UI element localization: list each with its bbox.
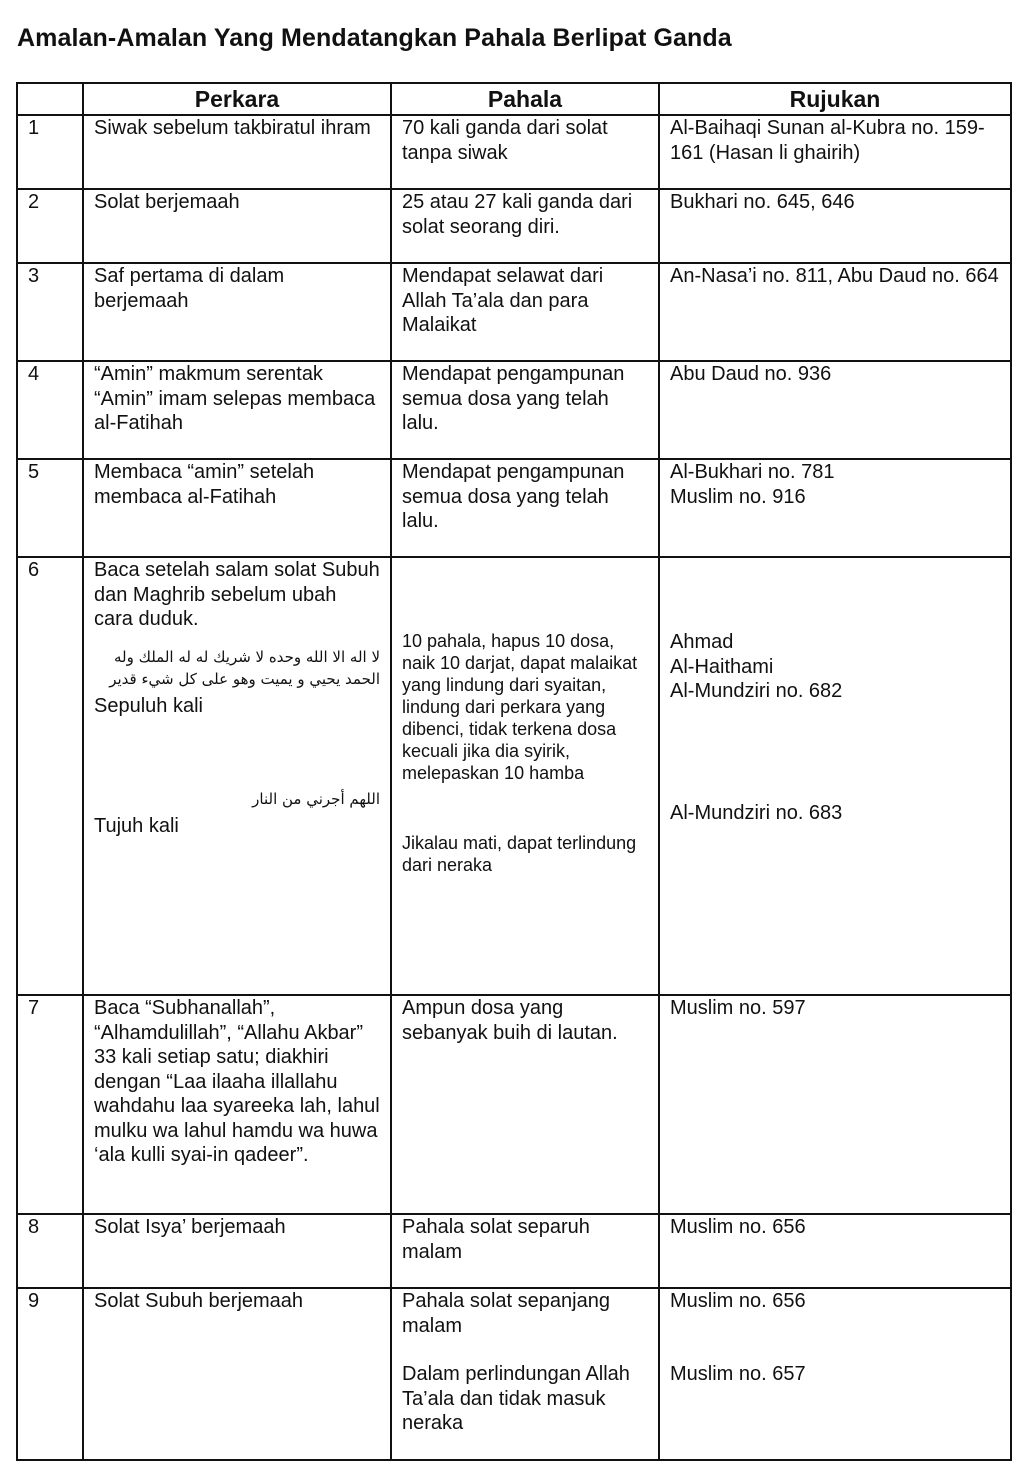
table-row [17,115,1011,189]
perkara-cell: Saf pertama di dalam berjemaah [83,263,391,361]
pahala-cell [391,1288,659,1460]
pahala-text-2: Dalam perlindungan Allah Ta’ala dan tidak masuk neraka [402,1363,630,1434]
header-pahala: Pahala [391,83,659,115]
table-header-row [17,83,1011,115]
table-row [17,361,1011,459]
pahala-text-1: 10 pahala, hapus 10 dosa, naik 10 darjat, dapat malaikat yang lindung dari syaitan, lindung dari perkara yang dibenci, tidak terkena dosa kecuali jika dia syirik, melepaskan 10 hamba [402,631,638,783]
arabic-zikir-2: اللهم أجرني من النار [252,790,380,808]
rujukan-cell: Bukhari no. 645, 646 [659,189,1011,263]
perkara-cell: Solat Isya’ berjemaah [83,1214,391,1288]
rujukan-cell: Abu Daud no. 936 [659,361,1011,459]
pahala-cell: Mendapat pengampunan semua dosa yang telah lalu. [391,459,659,557]
table-row [17,1214,1011,1288]
table-row [17,1288,1011,1460]
pahala-cell: 25 atau 27 kali ganda dari solat seorang diri. [391,189,659,263]
table-row [17,557,1011,995]
perkara-cell: “Amin” makmum serentak “Amin” imam selepas membaca al-Fatihah [83,361,391,459]
table-row [17,189,1011,263]
row-number: 6 [17,557,83,995]
repetition-count-1: Sepuluh kali [94,694,203,717]
pahala-text-1: Pahala solat sepanjang malam [402,1290,610,1337]
pahala-cell: 70 kali ganda dari solat tanpa siwak [391,115,659,189]
pahala-cell: Pahala solat separuh malam [391,1214,659,1288]
row-number: 5 [17,459,83,557]
pahala-cell [391,557,659,995]
perkara-cell: Solat berjemaah [83,189,391,263]
page-title: Amalan-Amalan Yang Mendatangkan Pahala Berlipat Ganda [17,24,732,52]
header-rujukan: Rujukan [659,83,1011,115]
rujukan-cell [659,557,1011,995]
rujukan-line: Al-Mundziri no. 683 [670,801,843,824]
row-number: 1 [17,115,83,189]
rujukan-line: Al-Mundziri no. 682 [670,680,843,702]
perkara-cell: Solat Subuh berjemaah [83,1288,391,1460]
pahala-cell: Ampun dosa yang sebanyak buih di lautan. [391,995,659,1214]
rujukan-cell: Al-Baihaqi Sunan al-Kubra no. 159-161 (Hasan li ghairih) [659,115,1011,189]
perkara-cell: Membaca “amin” setelah membaca al-Fatihah [83,459,391,557]
row-number: 4 [17,361,83,459]
rujukan-line: Muslim no. 657 [670,1362,806,1385]
perkara-cell: Baca “Subhanallah”, “Alhamdulillah”, “Allahu Akbar” 33 kali setiap satu; diakhiri dengan “Laa ilaaha illallahu wahdahu laa syareeka lah, lahul mulku wa lahul hamdu wa huwa ‘ala kulli syai-in qadeer”. [83,995,391,1214]
rujukan-line: Al-Bukhari no. 781 [670,461,835,483]
rujukan-line: Muslim no. 656 [670,1290,806,1312]
rujukan-cell: An-Nasa’i no. 811, Abu Daud no. 664 [659,263,1011,361]
pahala-table [16,82,1012,1461]
rujukan-line: Muslim no. 916 [670,485,806,508]
perkara-cell: Siwak sebelum takbiratul ihram [83,115,391,189]
rujukan-line: Al-Haithami [670,655,774,678]
header-perkara: Perkara [83,83,391,115]
row-number: 8 [17,1214,83,1288]
pahala-cell: Mendapat pengampunan semua dosa yang telah lalu. [391,361,659,459]
rujukan-line: Ahmad [670,631,734,653]
pahala-cell: Mendapat selawat dari Allah Ta’ala dan para Malaikat [391,263,659,361]
table-row [17,995,1011,1214]
repetition-count-2: Tujuh kali [94,815,179,837]
rujukan-cell: Muslim no. 656 [659,1214,1011,1288]
rujukan-cell: Muslim no. 597 [659,995,1011,1214]
table-row [17,459,1011,557]
row-number: 3 [17,263,83,361]
row-number: 7 [17,995,83,1214]
rujukan-cell [659,459,1011,557]
row-number: 9 [17,1288,83,1460]
rujukan-cell [659,1288,1011,1460]
perkara-intro: Baca setelah salam solat Subuh dan Maghrib sebelum ubah cara duduk. [94,559,380,630]
table-row [17,263,1011,361]
header-no [17,83,83,115]
row-number: 2 [17,189,83,263]
perkara-cell [83,557,391,995]
pahala-text-2: Jikalau mati, dapat terlindung dari neraka [402,833,637,875]
arabic-zikir-1: لا اله الا الله وحده لا شريك له له الملك وله الحمد يحيي و يميت وهو على كل شيء قدير [109,647,380,688]
